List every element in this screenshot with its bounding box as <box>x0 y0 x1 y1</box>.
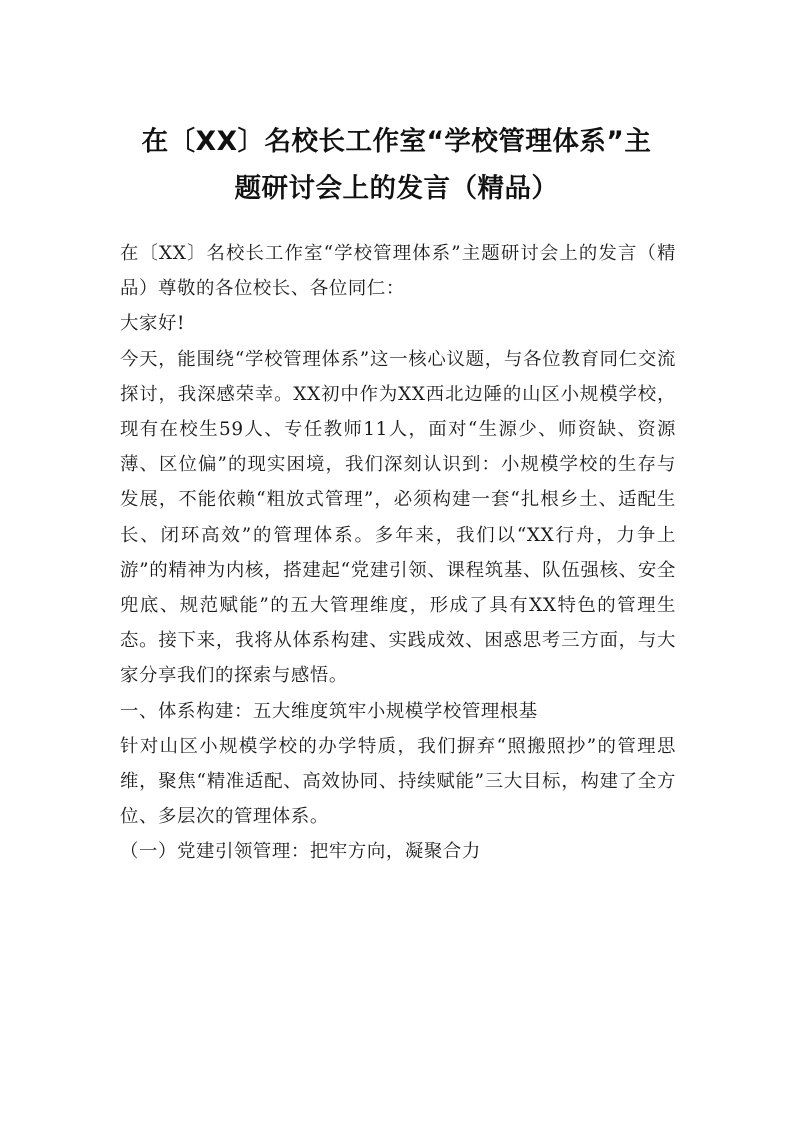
document-body <box>120 236 676 870</box>
subsection-heading-1: （一）党建引领管理：把牢方向，凝聚合力 <box>120 841 481 863</box>
paragraph-section-1-intro: 针对山区小规模学校的办学特质，我们摒弃“照搬照抄”的管理思维，聚焦“精准适配、高效协同、持续赋能”三大目标，构建了全方位、多层次的管理体系。 <box>120 735 676 828</box>
paragraph-heading-greeting: 在〔XX〕名校长工作室“学校管理体系”主题研讨会上的发言（精品）尊敬的各位校长、各位同仁： <box>120 243 676 300</box>
document-title-line-1: 在〔XX〕名校长工作室“学校管理体系”主 <box>141 126 652 157</box>
paragraph-salutation: 大家好! <box>120 313 185 335</box>
paragraph-introduction: 今天，能围绕“学校管理体系”这一核心议题，与各位教育同仁交流探讨，我深感荣幸。XX初中作为XX西北边陲的山区小规模学校，现有在校生59人、专任教师11人，面对“生源少、师资缺、资源薄、区位偏”的现实困境，我们深刻认识到：小规模学校的生存与发展，不能依赖“粗放式管理”，必须构建一套“扎根乡土、适配生长、闭环高效”的管理体系。多年来，我们以“XX行舟，力争上游”的精神为内核，搭建起“党建引领、课程筑基、队伍强核、安全兜底、规范赋能”的五大管理维度，形成了具有XX特色的管理生态。接下来，我将从体系构建、实践成效、困惑思考三方面，与大家分享我们的探索与感悟。 <box>120 348 676 687</box>
document-title-line-2: 题研讨会上的发言（精品） <box>234 173 559 204</box>
section-heading-1: 一、体系构建：五大维度筑牢小规模学校管理根基 <box>120 700 538 722</box>
